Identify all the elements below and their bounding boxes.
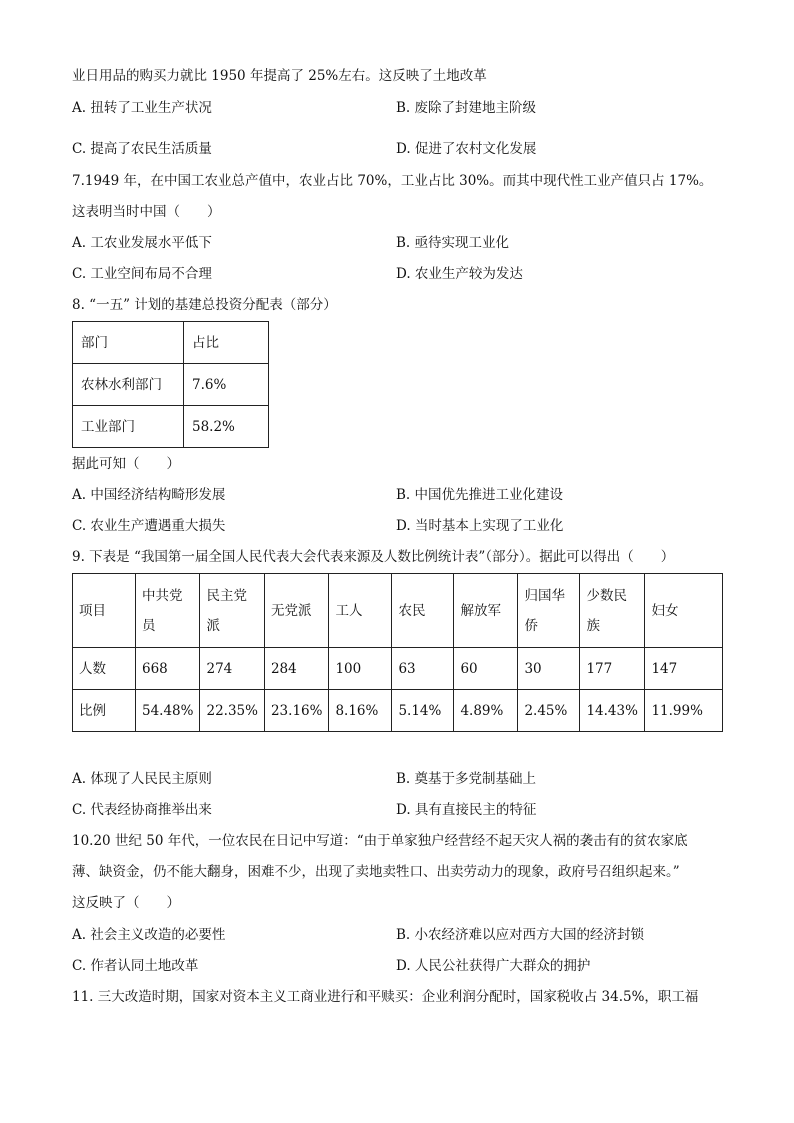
table-cell: 5.14%	[392, 690, 454, 732]
option-a: A. 体现了人民民主原则	[72, 771, 212, 787]
table-cell: 7.6%	[184, 364, 269, 406]
table-header: 部门	[73, 322, 184, 364]
table-cell: 100	[329, 648, 392, 690]
question-8-stem: 据此可知（ ）	[72, 456, 180, 472]
option-b: B. 小农经济难以应对西方大国的经济封锁	[396, 927, 645, 943]
question-10-stem: 这反映了（ ）	[72, 895, 180, 911]
option-a: A. 社会主义改造的必要性	[72, 927, 226, 943]
question-10: 10.20 世纪 50 年代，一位农民在日记中写道：“由于单家独户经营经不起天灾人祸的袭击有的贫农家底	[72, 833, 688, 849]
option-d: D. 当时基本上实现了工业化	[396, 518, 564, 534]
table-cell: 11.99%	[645, 690, 723, 732]
table-cell: 177	[580, 648, 645, 690]
table-row	[73, 648, 723, 690]
option-a: A. 中国经济结构畸形发展	[72, 487, 226, 503]
table-cell: 23.16%	[264, 690, 328, 732]
option-b: B. 亟待实现工业化	[396, 235, 510, 251]
table-cell: 147	[645, 648, 723, 690]
table-cell: 14.43%	[580, 690, 645, 732]
table-cell: 4.89%	[454, 690, 518, 732]
table-cell: 60	[454, 648, 518, 690]
table-cell: 人数	[73, 648, 136, 690]
option-d: D. 具有直接民主的特征	[396, 802, 537, 818]
table-header: 妇女	[645, 574, 723, 648]
option-a: A. 扭转了工业生产状况	[72, 100, 212, 116]
table-cell: 54.48%	[136, 690, 200, 732]
question-7-stem: 这表明当时中国（ ）	[72, 204, 221, 220]
option-a: A. 工农业发展水平低下	[72, 235, 212, 251]
table-cell: 63	[392, 648, 454, 690]
table-row	[73, 690, 723, 732]
table-cell: 工业部门	[73, 406, 184, 448]
option-d: D. 农业生产较为发达	[396, 266, 523, 282]
option-d: D. 人民公社获得广大群众的拥护	[396, 958, 591, 974]
table-cell: 2.45%	[518, 690, 580, 732]
investment-table	[72, 321, 269, 448]
table-row	[73, 406, 269, 448]
table-cell: 比例	[73, 690, 136, 732]
text-line: 业日用品的购买力就比 1950 年提高了 25%左右。这反映了土地改革	[72, 68, 487, 84]
question-9: 9. 下表是 “我国第一届全国人民代表大会代表来源及人数比例统计表”（部分）。据此可以得出（ ）	[72, 549, 675, 565]
option-d: D. 促进了农村文化发展	[396, 141, 537, 157]
option-c: C. 提高了农民生活质量	[72, 141, 212, 157]
table-header: 农民	[392, 574, 454, 648]
table-header: 解放军	[454, 574, 518, 648]
question-7: 7.1949 年，在中国工农业总产值中，农业占比 70%，工业占比 30%。而其中现代性工业产值只占 17%。	[72, 173, 713, 189]
table-header: 民主党 派	[200, 574, 264, 648]
table-header: 中共党 员	[136, 574, 200, 648]
option-c: C. 代表经协商推举出来	[72, 802, 212, 818]
question-11: 11. 三大改造时期，国家对资本主义工商业进行和平赎买：企业利润分配时，国家税收占 34.5%，职工福	[72, 989, 699, 1005]
table-header: 占比	[184, 322, 269, 364]
table-cell: 22.35%	[200, 690, 264, 732]
table-header: 项目	[73, 574, 136, 648]
table-header: 工人	[329, 574, 392, 648]
table-cell: 农林水利部门	[73, 364, 184, 406]
option-c: C. 作者认同土地改革	[72, 958, 199, 974]
table-cell: 668	[136, 648, 200, 690]
option-b: B. 中国优先推进工业化建设	[396, 487, 564, 503]
question-8: 8. “一五” 计划的基建总投资分配表（部分）	[72, 297, 337, 313]
table-header: 少数民 族	[580, 574, 645, 648]
table-header: 归国华 侨	[518, 574, 580, 648]
option-c: C. 工业空间布局不合理	[72, 266, 212, 282]
table-cell: 8.16%	[329, 690, 392, 732]
option-b: B. 废除了封建地主阶级	[396, 100, 537, 116]
table-cell: 284	[264, 648, 328, 690]
table-cell: 274	[200, 648, 264, 690]
table-cell: 58.2%	[184, 406, 269, 448]
table-header: 无党派	[264, 574, 328, 648]
option-b: B. 奠基于多党制基础上	[396, 771, 537, 787]
option-c: C. 农业生产遭遇重大损失	[72, 518, 226, 534]
table-cell: 30	[518, 648, 580, 690]
table-row	[73, 364, 269, 406]
question-10-line2: 薄、缺资金，仍不能大翻身，困难不少，出现了卖地卖牲口、出卖劳动力的现象，政府号召组织起来。”	[72, 864, 680, 880]
delegates-table	[72, 573, 723, 732]
